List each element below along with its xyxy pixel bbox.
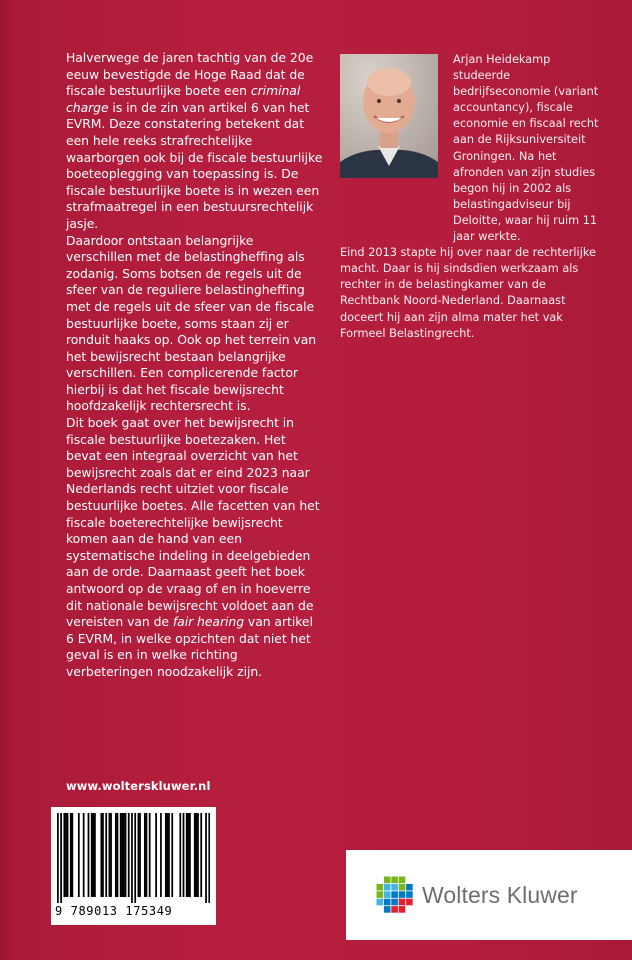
barcode-bar (128, 813, 130, 897)
barcode-bar (71, 813, 73, 897)
author-photo (340, 54, 438, 178)
logo-square (391, 899, 398, 906)
logo-square (384, 884, 391, 891)
barcode-bar (144, 813, 146, 897)
barcode-bar (171, 813, 173, 897)
logo-square (384, 877, 391, 884)
publisher-name: Wolters Kluwer (422, 882, 578, 908)
logo-square (377, 899, 384, 906)
barcode-bar (165, 813, 167, 897)
barcode-bar (123, 813, 125, 897)
logo-square (399, 899, 406, 906)
author-bio (340, 52, 603, 342)
barcode-bar (83, 813, 85, 897)
isbn-number: 9 789013 175349 (55, 904, 173, 918)
logo-square (406, 891, 413, 898)
blurb-column (66, 50, 323, 681)
logo-square (406, 899, 413, 906)
logo-square (384, 891, 391, 898)
blurb-paragraph: Daardoor ontstaan belangrijke verschillen met de belastingheffing als zodanig. Soms botsen de regels uit de sfeer van de reguliere belastingheffing met de regels uit de sfeer van de fiscale bestuurlijke boete, soms staan zij er ronduit haaks op. Ook op het terrein van het bewijsrecht bestaan belangrijke verschillen. Een complicerende factor hierbij is dat het fiscale bewijsrecht hoofdzakelijk rechtersrecht is. (66, 232, 317, 414)
logo-square (406, 884, 413, 891)
barcode-bar (115, 813, 117, 897)
logo-square (399, 906, 406, 913)
blurb-emphasis: fair hearing (172, 614, 245, 630)
barcode-bar (186, 813, 188, 897)
barcode-bar (70, 813, 72, 897)
barcode-bar (100, 813, 102, 897)
author-bio-text: Arjan Heidekamp studeerde bedrijfseconomie (variant accountancy), fiscale economie en fiscaal recht aan de Rijksuniversiteit Groningen. Na het afronden van zijn studies begon hij in 2002 als belastingadviseur bij Deloitte, waar hij ruim 11 jaar werkte. (453, 53, 599, 244)
logo-square (384, 899, 391, 906)
publisher-website[interactable]: www.wolterskluwer.nl (66, 779, 211, 793)
barcode-bar (194, 813, 196, 897)
logo-square (377, 891, 384, 898)
barcode-bar (200, 813, 202, 897)
blurb-emphasis: criminal charge (66, 83, 301, 115)
barcode-bar (65, 813, 67, 897)
logo-square (399, 891, 406, 898)
barcode-bar (88, 813, 90, 897)
barcode-bar (78, 813, 80, 897)
author-portrait-illustration (340, 54, 438, 178)
blurb-text: Halverwege de jaren tachtig van de 20e eeuw bevestigde de Hoge Raad dat de fiscale bestuurlijke boete een (66, 50, 314, 99)
barcode-bar (155, 813, 157, 897)
spine-fold (0, 0, 16, 960)
barcode-bar (67, 813, 69, 897)
barcode-bar (109, 813, 111, 897)
barcode-bar (57, 813, 59, 903)
logo-square (384, 906, 391, 913)
logo-square (391, 891, 398, 898)
barcode-bar (138, 813, 140, 897)
author-bio-text: Eind 2013 stapte hij over naar de rechterlijke macht. Daar is hij sindsdien werkzaam als rechter in de belastingkamer van de Rechtbank Noord-Nederland. Daarnaast doceert hij aan zijn alma mater het vak Formeel Belastingrecht. (340, 246, 596, 340)
blurb-text: van artikel 6 EVRM, in welke opzichten dat niet het geval is en in welke richting verbeteringen noodzakelijk zijn. (66, 614, 313, 679)
barcode-bar (117, 813, 119, 897)
barcode-bar (187, 813, 189, 897)
barcode-bar (208, 813, 210, 903)
blurb-paragraph (66, 415, 323, 681)
barcode-bar (149, 813, 151, 897)
isbn-barcode (51, 807, 216, 925)
logo-square (377, 884, 384, 891)
barcode-bars (57, 813, 210, 903)
logo-square (391, 877, 398, 884)
barcode-bar (120, 813, 122, 897)
barcode-bar (110, 813, 112, 897)
blurb-text: Dit boek gaat over het bewijsrecht in fiscale bestuurlijke boetezaken. Het bevat een integraal overzicht van het bewijsrecht zoals dat er eind 2023 naar Nederlands recht uitziet voor fiscale bestuurlijke boetes. Alle facetten van het fiscale boeterechtelijke bewijsrecht komen aan de hand van een systematische indeling in deelgebieden aan de orde. Daarnaast geeft het boek antwoord op de vraag of en in hoeverre dit nationale bewijsrecht voldoet aan de vereisten van de (66, 415, 320, 630)
barcode-bar (131, 813, 133, 903)
barcode-bar (189, 813, 191, 897)
barcode-bar (91, 813, 93, 897)
barcode-bar (179, 813, 181, 897)
barcode-bar (125, 813, 127, 897)
barcode-bar (167, 813, 169, 897)
blurb-paragraph (66, 50, 323, 233)
logo-square (391, 884, 398, 891)
barcode-bar (196, 813, 198, 897)
barcode-bar (205, 813, 207, 903)
barcode-bar (146, 813, 148, 897)
wolters-kluwer-logo-icon (376, 876, 414, 914)
barcode-bar (183, 813, 185, 897)
barcode-bar (60, 813, 62, 903)
barcode-bar (102, 813, 104, 897)
logo-square (399, 877, 406, 884)
barcode-bar (92, 813, 94, 897)
barcode-bar (168, 813, 170, 897)
publisher-logo-box (346, 850, 632, 940)
barcode-bar (160, 813, 162, 897)
logo-square (399, 884, 406, 891)
barcode-bar (139, 813, 141, 897)
barcode-bar (121, 813, 123, 897)
barcode-bar (134, 813, 136, 903)
barcode-bar (197, 813, 199, 897)
logo-square (391, 906, 398, 913)
barcode-bar (63, 813, 65, 897)
blurb-text: is in de zin van artikel 6 van het EVRM. Deze constatering betekent dat een hele reeks strafrechtelijke waarborgen ook bij de fiscale bestuurlijke boeteoplegging van toepassing is. De fiscale bestuurlijke boete is in wezen een strafmaatregel in een bestuursrechtelijk jasje. (66, 99, 323, 231)
barcode-bar (94, 813, 96, 897)
barcode-bar (105, 813, 107, 897)
